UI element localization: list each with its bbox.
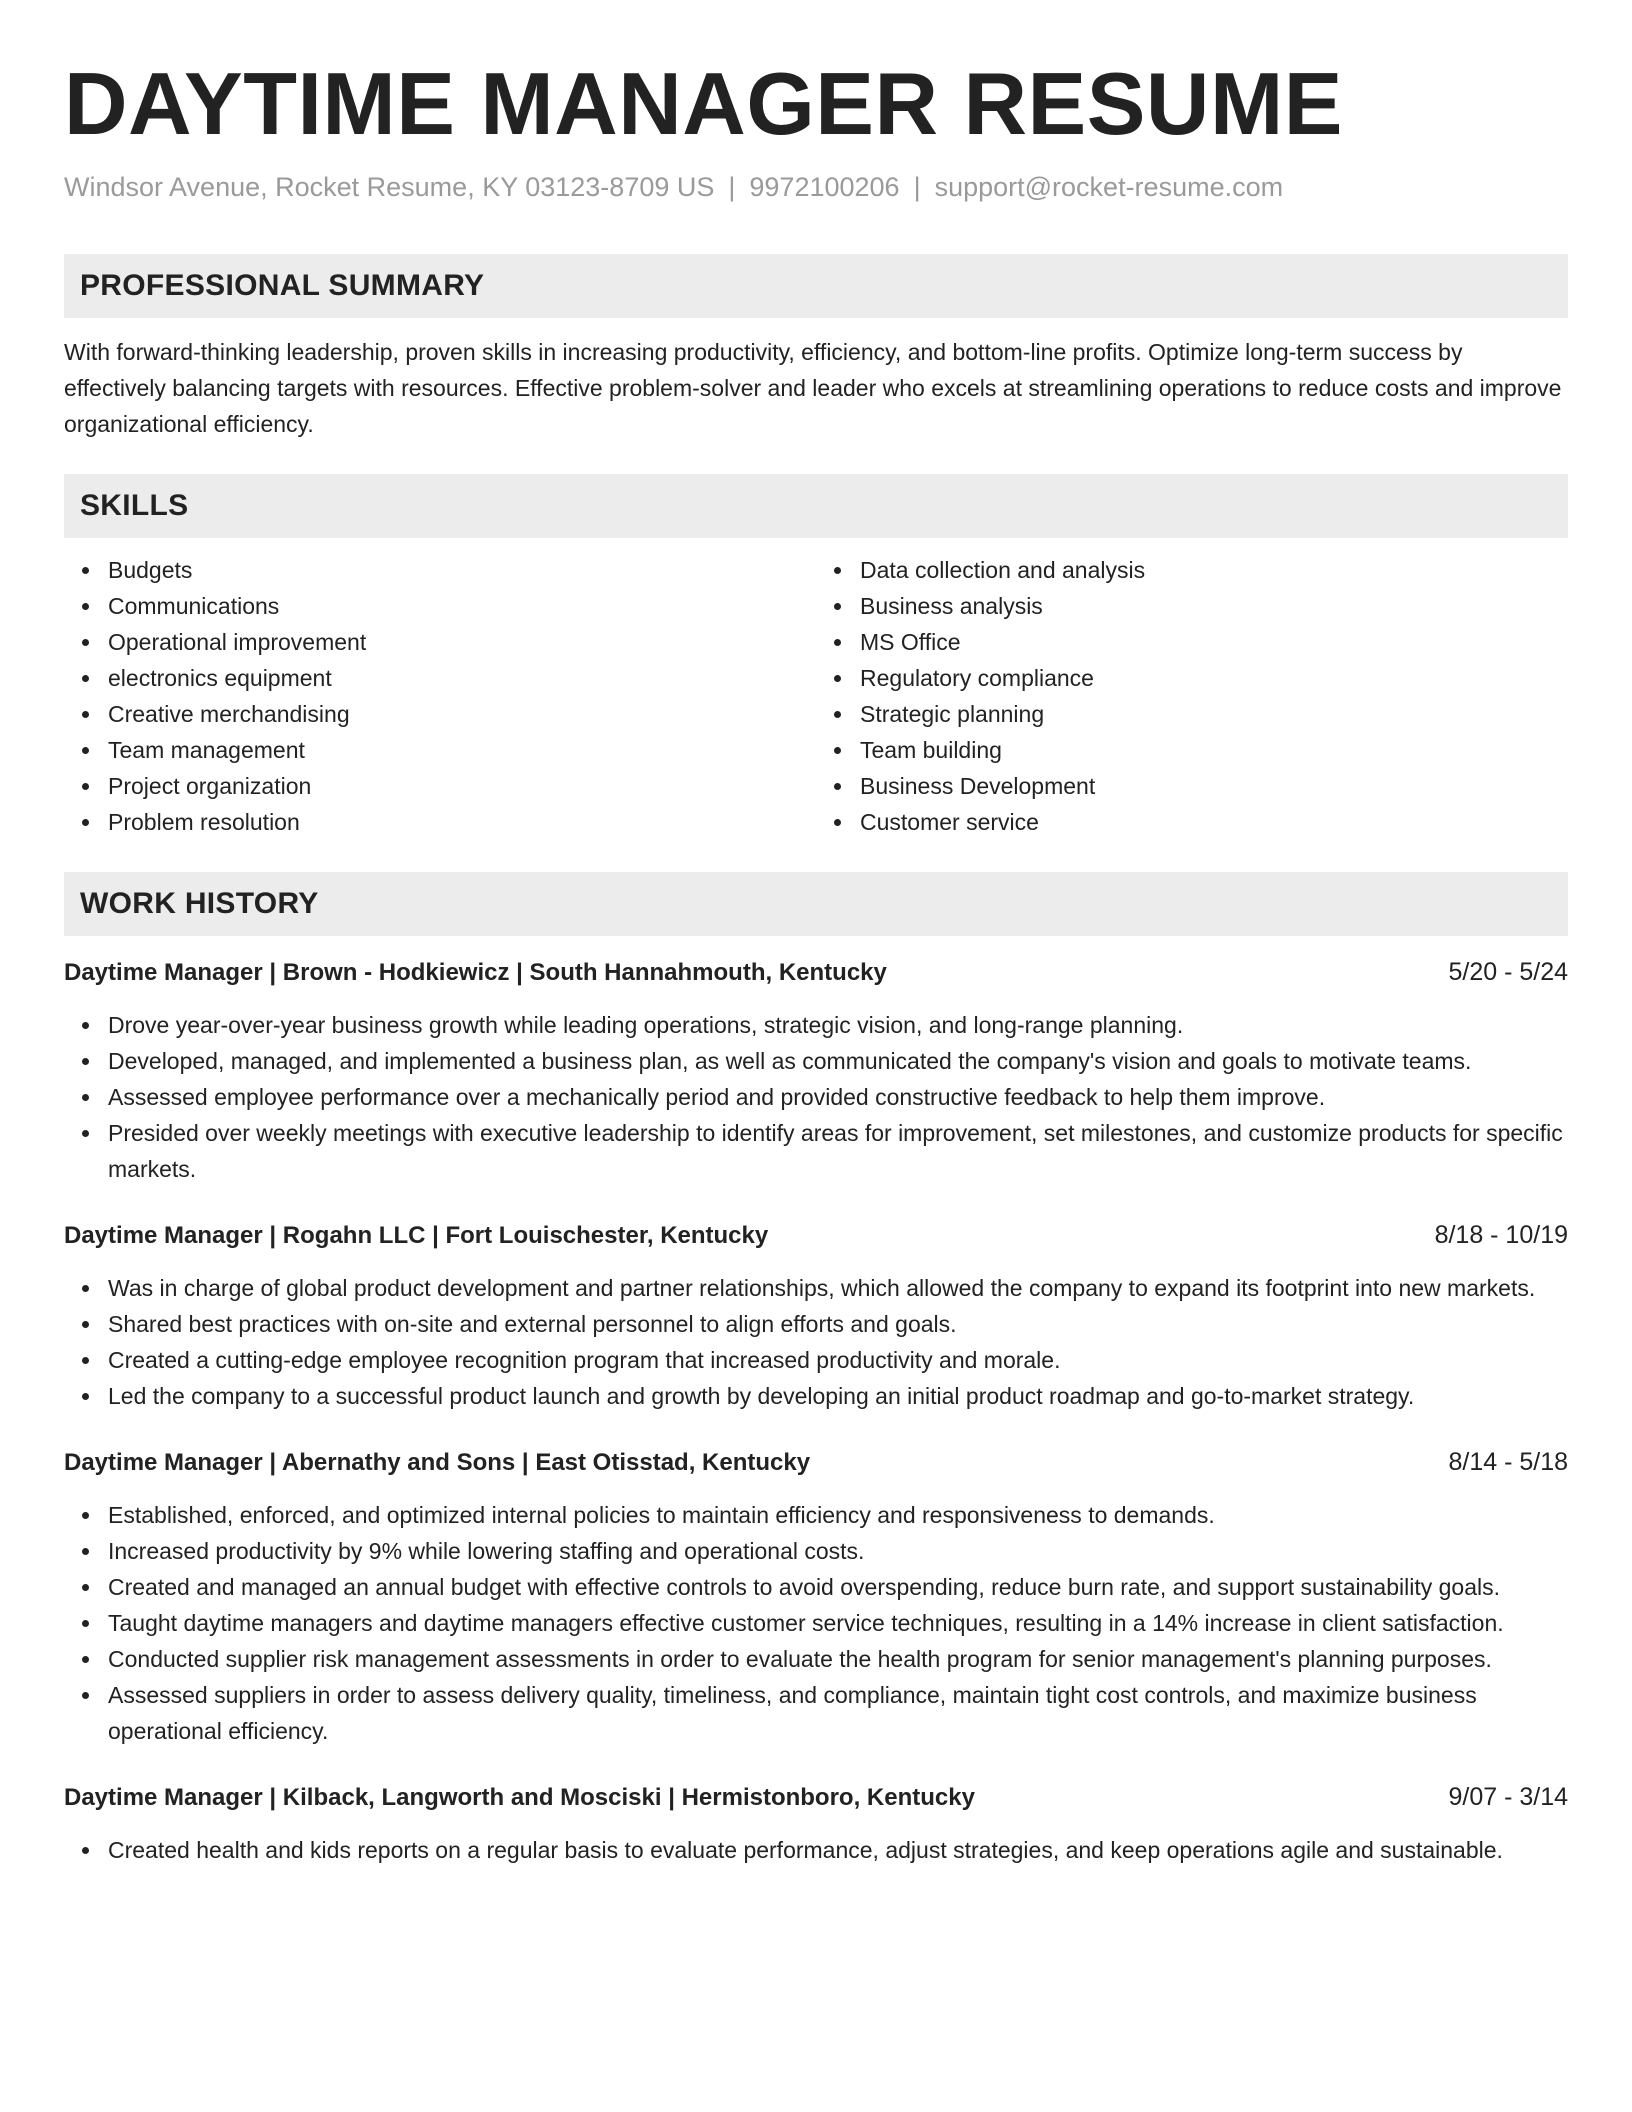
job-bullets — [64, 1832, 1568, 1868]
skill-item: Budgets — [108, 552, 816, 588]
skill-item: Creative merchandising — [108, 696, 816, 732]
skill-item: Communications — [108, 588, 816, 624]
skill-item: Data collection and analysis — [860, 552, 1568, 588]
job-bullet: Presided over weekly meetings with executive leadership to identify areas for improvement, set milestones, and customize products for specific markets. — [108, 1115, 1568, 1187]
skills-grid — [64, 552, 1568, 840]
section-header-skills: SKILLS — [64, 474, 1568, 538]
job-bullet: Shared best practices with on-site and external personnel to align efforts and goals. — [108, 1306, 1568, 1342]
skill-item: Team management — [108, 732, 816, 768]
contact-address: Windsor Avenue, Rocket Resume, KY 03123-8709 US — [64, 172, 715, 202]
job-entry — [64, 1446, 1568, 1749]
job-bullet: Taught daytime managers and daytime managers effective customer service techniques, resulting in a 14% increase in client satisfaction. — [108, 1605, 1568, 1641]
contact-phone: 9972100206 — [749, 172, 900, 202]
job-header — [64, 1446, 1568, 1479]
job-bullet: Drove year-over-year business growth while leading operations, strategic vision, and long-range planning. — [108, 1007, 1568, 1043]
skill-item: Project organization — [108, 768, 816, 804]
contact-separator: | — [913, 172, 921, 202]
contact-line — [64, 170, 1568, 204]
skill-item: Problem resolution — [108, 804, 816, 840]
skills-column-right — [816, 552, 1568, 840]
skill-item: Business Development — [860, 768, 1568, 804]
job-bullets — [64, 1270, 1568, 1414]
job-bullet: Conducted supplier risk management assessments in order to evaluate the health program for senior management's planning purposes. — [108, 1641, 1568, 1677]
skill-item: electronics equipment — [108, 660, 816, 696]
job-bullet: Created health and kids reports on a regular basis to evaluate performance, adjust strategies, and keep operations agile and sustainable. — [108, 1832, 1568, 1868]
job-dates: 9/07 - 3/14 — [1448, 1783, 1568, 1811]
job-dates: 5/20 - 5/24 — [1448, 958, 1568, 986]
section-header-work-history: WORK HISTORY — [64, 872, 1568, 936]
job-title: Daytime Manager | Rogahn LLC | Fort Louischester, Kentucky — [64, 1222, 769, 1249]
job-bullet: Increased productivity by 9% while lowering staffing and operational costs. — [108, 1533, 1568, 1569]
resume-title: DAYTIME MANAGER RESUME — [64, 54, 1343, 153]
section-header-summary: PROFESSIONAL SUMMARY — [64, 254, 1568, 318]
job-title: Daytime Manager | Kilback, Langworth and Mosciski | Hermistonboro, Kentucky — [64, 1784, 975, 1811]
job-title: Daytime Manager | Brown - Hodkiewicz | South Hannahmouth, Kentucky — [64, 959, 887, 986]
skill-item: Team building — [860, 732, 1568, 768]
job-bullet: Established, enforced, and optimized internal policies to maintain efficiency and responsiveness to demands. — [108, 1497, 1568, 1533]
job-bullets — [64, 1007, 1568, 1187]
contact-email: support@rocket-resume.com — [934, 172, 1284, 202]
job-bullets — [64, 1497, 1568, 1749]
summary-text: With forward-thinking leadership, proven skills in increasing productivity, efficiency, and bottom-line profits. Optimize long-term success by effectively balancing targets with resources. Effective problem-solver and leader who excels at streamlining operations to reduce costs and improve organizational efficiency. — [64, 339, 1562, 437]
job-bullet: Created and managed an annual budget with effective controls to avoid overspending, reduce burn rate, and support sustainability goals. — [108, 1569, 1568, 1605]
job-header — [64, 1781, 1568, 1814]
job-entry — [64, 1781, 1568, 1868]
job-header — [64, 956, 1568, 989]
job-bullet: Assessed employee performance over a mechanically period and provided constructive feedback to help them improve. — [108, 1079, 1568, 1115]
job-title: Daytime Manager | Abernathy and Sons | East Otisstad, Kentucky — [64, 1449, 811, 1476]
job-dates: 8/18 - 10/19 — [1434, 1221, 1568, 1249]
skill-item: Operational improvement — [108, 624, 816, 660]
job-entry — [64, 956, 1568, 1187]
job-entry — [64, 1219, 1568, 1414]
skill-item: MS Office — [860, 624, 1568, 660]
job-dates: 8/14 - 5/18 — [1448, 1448, 1568, 1476]
job-header — [64, 1219, 1568, 1252]
skills-column-left — [64, 552, 816, 840]
skill-item: Customer service — [860, 804, 1568, 840]
job-bullet: Developed, managed, and implemented a business plan, as well as communicated the company's vision and goals to motivate teams. — [108, 1043, 1568, 1079]
skill-item: Strategic planning — [860, 696, 1568, 732]
skill-item: Regulatory compliance — [860, 660, 1568, 696]
job-bullet: Assessed suppliers in order to assess delivery quality, timeliness, and compliance, maintain tight cost controls, and maximize business operational efficiency. — [108, 1677, 1568, 1749]
job-bullet: Was in charge of global product development and partner relationships, which allowed the company to expand its footprint into new markets. — [108, 1270, 1568, 1306]
job-bullet: Led the company to a successful product launch and growth by developing an initial product roadmap and go-to-market strategy. — [108, 1378, 1568, 1414]
contact-separator: | — [728, 172, 736, 202]
skill-item: Business analysis — [860, 588, 1568, 624]
job-bullet: Created a cutting-edge employee recognition program that increased productivity and morale. — [108, 1342, 1568, 1378]
